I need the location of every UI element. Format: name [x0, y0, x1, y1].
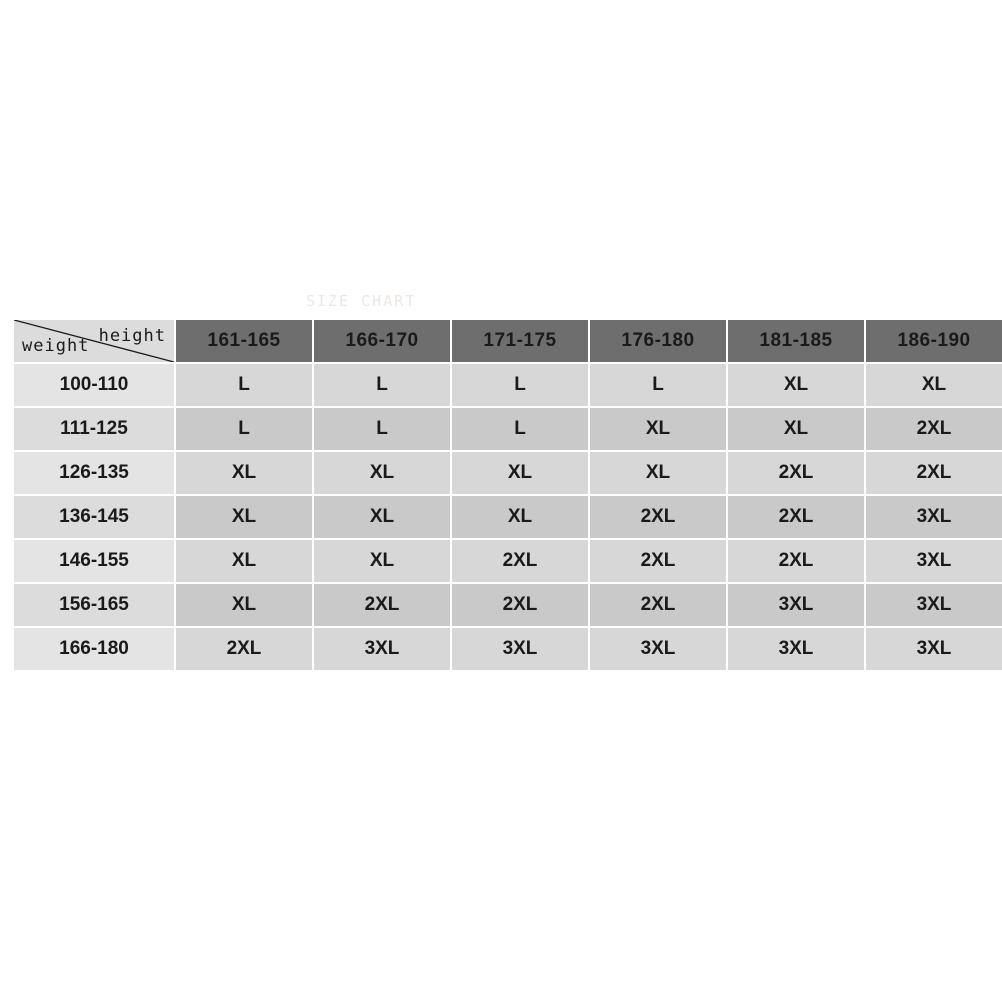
cell-r4c4: 2XL [589, 495, 727, 539]
size-chart-table [12, 318, 1002, 672]
column-header-4: 176-180 [589, 319, 727, 363]
cell-r3c2: XL [313, 451, 451, 495]
column-header-3: 171-175 [451, 319, 589, 363]
cell-r2c5: XL [727, 407, 865, 451]
cell-r7c5: 3XL [727, 627, 865, 671]
table-row [13, 539, 1002, 583]
table-row [13, 495, 1002, 539]
size-chart [12, 318, 990, 672]
cell-r5c3: 2XL [451, 539, 589, 583]
cell-r1c1: L [175, 363, 313, 407]
column-header-1: 161-165 [175, 319, 313, 363]
row-label-2: 111-125 [13, 407, 175, 451]
cell-r7c4: 3XL [589, 627, 727, 671]
cell-r2c3: L [451, 407, 589, 451]
cell-r3c6: 2XL [865, 451, 1002, 495]
table-row [13, 407, 1002, 451]
cell-r3c5: 2XL [727, 451, 865, 495]
row-label-4: 136-145 [13, 495, 175, 539]
cell-r1c5: XL [727, 363, 865, 407]
cell-r6c6: 3XL [865, 583, 1002, 627]
table-header [13, 319, 1002, 363]
watermark-text: SIZE CHART [306, 292, 417, 310]
cell-r7c1: 2XL [175, 627, 313, 671]
cell-r7c2: 3XL [313, 627, 451, 671]
row-label-3: 126-135 [13, 451, 175, 495]
table-header-row [13, 319, 1002, 363]
cell-r3c4: XL [589, 451, 727, 495]
row-label-1: 100-110 [13, 363, 175, 407]
cell-r1c4: L [589, 363, 727, 407]
table-row [13, 627, 1002, 671]
cell-r6c5: 3XL [727, 583, 865, 627]
row-label-5: 146-155 [13, 539, 175, 583]
cell-r1c2: L [313, 363, 451, 407]
cell-r3c1: XL [175, 451, 313, 495]
row-label-7: 166-180 [13, 627, 175, 671]
cell-r7c3: 3XL [451, 627, 589, 671]
column-header-6: 186-190 [865, 319, 1002, 363]
cell-r4c2: XL [313, 495, 451, 539]
cell-r2c6: 2XL [865, 407, 1002, 451]
cell-r3c3: XL [451, 451, 589, 495]
cell-r2c1: L [175, 407, 313, 451]
cell-r6c4: 2XL [589, 583, 727, 627]
table-row [13, 451, 1002, 495]
column-header-5: 181-185 [727, 319, 865, 363]
table-body [13, 363, 1002, 671]
cell-r6c3: 2XL [451, 583, 589, 627]
corner-height-label: height [98, 326, 166, 346]
cell-r1c6: XL [865, 363, 1002, 407]
cell-r4c3: XL [451, 495, 589, 539]
cell-r5c2: XL [313, 539, 451, 583]
cell-r4c5: 2XL [727, 495, 865, 539]
column-header-2: 166-170 [313, 319, 451, 363]
corner-weight-label: weight [22, 336, 90, 356]
cell-r6c1: XL [175, 583, 313, 627]
cell-r4c6: 3XL [865, 495, 1002, 539]
cell-r5c1: XL [175, 539, 313, 583]
table-row [13, 363, 1002, 407]
cell-r2c4: XL [589, 407, 727, 451]
cell-r4c1: XL [175, 495, 313, 539]
row-label-6: 156-165 [13, 583, 175, 627]
table-row [13, 583, 1002, 627]
cell-r5c4: 2XL [589, 539, 727, 583]
cell-r5c5: 2XL [727, 539, 865, 583]
cell-r6c2: 2XL [313, 583, 451, 627]
cell-r5c6: 3XL [865, 539, 1002, 583]
cell-r1c3: L [451, 363, 589, 407]
cell-r2c2: L [313, 407, 451, 451]
cell-r7c6: 3XL [865, 627, 1002, 671]
corner-cell [13, 319, 175, 363]
